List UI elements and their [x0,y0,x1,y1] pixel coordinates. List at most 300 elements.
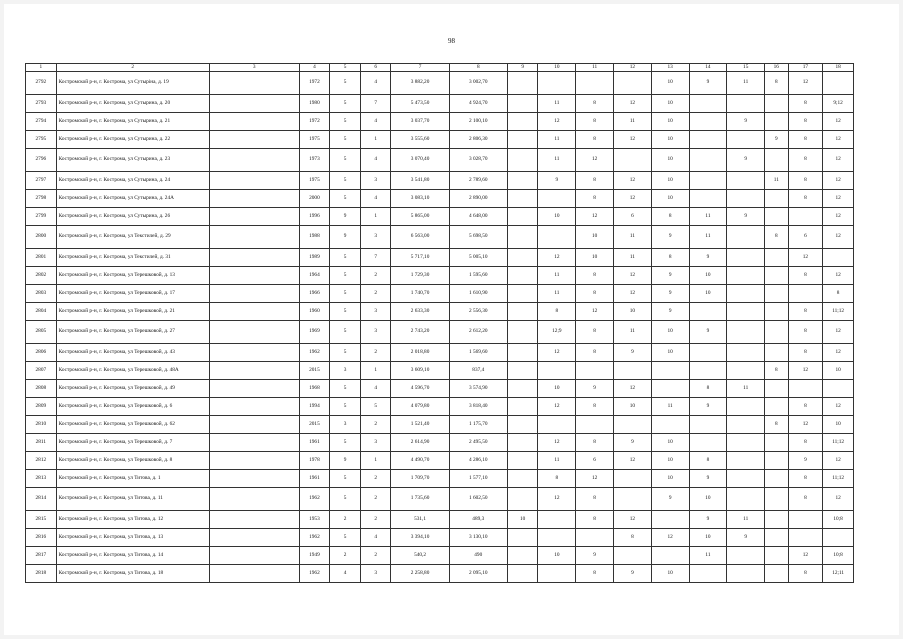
build-year: 1972 [299,113,330,131]
col-16 [765,285,788,303]
col-11: 8 [576,565,614,583]
col-17: 12 [788,362,823,380]
col-3 [209,434,299,452]
col-18: 10 [823,416,854,434]
col-11: 8 [576,267,614,285]
col-17: 8 [788,434,823,452]
column-header: 1 [26,64,57,72]
col-18: 12 [823,149,854,172]
col-16: 8 [765,362,788,380]
col-12 [614,362,652,380]
col-12: 10 [614,398,652,416]
floors: 9 [330,208,361,226]
col-13 [651,511,689,529]
col-17: 12 [788,249,823,267]
build-year: 1994 [299,398,330,416]
entrances: 5 [360,398,391,416]
col-10: 11 [538,452,576,470]
build-year: 1996 [299,208,330,226]
row-number: 2796 [26,149,57,172]
living-area: 3 028,70 [449,149,507,172]
build-year: 1949 [299,547,330,565]
entrances: 4 [360,113,391,131]
table-row [26,208,854,226]
col-17: 8 [788,190,823,208]
col-11: 8 [576,190,614,208]
total-area: 3 083,10 [391,190,449,208]
col-11: 8 [576,511,614,529]
floors: 3 [330,362,361,380]
col-10: 10 [538,547,576,565]
entrances: 1 [360,208,391,226]
build-year: 1953 [299,511,330,529]
floors: 5 [330,529,361,547]
floors: 5 [330,488,361,511]
floors: 5 [330,398,361,416]
col-16 [765,511,788,529]
col-9 [507,565,538,583]
total-area: 1 735,60 [391,488,449,511]
col-12: 9 [614,434,652,452]
floors: 2 [330,511,361,529]
table-row [26,488,854,511]
col-12: 8 [614,529,652,547]
col-11: 6 [576,452,614,470]
col-9 [507,95,538,113]
col-3 [209,285,299,303]
col-16: 8 [765,72,788,95]
col-12: 12 [614,267,652,285]
col-11: 12 [576,208,614,226]
total-area: 2 614,90 [391,434,449,452]
col-14: 10 [689,529,727,547]
col-14 [689,344,727,362]
col-3 [209,321,299,344]
entrances: 4 [360,529,391,547]
col-11: 8 [576,285,614,303]
living-area: 489,3 [449,511,507,529]
address: Костромской р-н, г. Кострома, ул Титова, д. 14 [56,547,209,565]
col-16 [765,321,788,344]
column-header: 18 [823,64,854,72]
build-year: 1964 [299,267,330,285]
col-18: 12 [823,113,854,131]
total-area: 3 070,40 [391,149,449,172]
row-number: 2818 [26,565,57,583]
floors: 5 [330,321,361,344]
address: Костромской р-н, г. Кострома, ул Терешковой, д. 48А [56,362,209,380]
entrances: 3 [360,565,391,583]
address: Костромской р-н, г. Кострома, ул Терешковой, д. 27 [56,321,209,344]
col-10: 12 [538,249,576,267]
build-year: 1969 [299,321,330,344]
living-area: 4 924,70 [449,95,507,113]
col-12: 11 [614,113,652,131]
living-area: 1 595,60 [449,267,507,285]
row-number: 2805 [26,321,57,344]
build-year: 1962 [299,344,330,362]
col-15: 9 [727,149,765,172]
col-3 [209,131,299,149]
table-row [26,249,854,267]
col-18: 10;8 [823,547,854,565]
entrances: 4 [360,149,391,172]
col-17 [788,511,823,529]
table-row [26,72,854,95]
table-row [26,547,854,565]
col-14: 9 [689,72,727,95]
column-header: 4 [299,64,330,72]
col-17: 8 [788,488,823,511]
col-12: 12 [614,190,652,208]
living-area: 3 574,90 [449,380,507,398]
living-area: 2 789,60 [449,172,507,190]
col-14 [689,190,727,208]
total-area: 4 490,70 [391,452,449,470]
entrances: 2 [360,285,391,303]
address: Костромской р-н, г. Кострома, ул Титова, д. 11 [56,488,209,511]
col-17: 9 [788,452,823,470]
col-15 [727,226,765,249]
col-14 [689,131,727,149]
col-10 [538,190,576,208]
col-14 [689,565,727,583]
col-17: 8 [788,565,823,583]
column-header: 10 [538,64,576,72]
col-12: 11 [614,321,652,344]
col-12 [614,72,652,95]
col-14: 11 [689,208,727,226]
col-10: 12;9 [538,321,576,344]
row-number: 2793 [26,95,57,113]
column-header: 2 [56,64,209,72]
col-13: 10 [651,434,689,452]
col-17: 8 [788,267,823,285]
col-15: 9 [727,529,765,547]
col-13: 11 [651,398,689,416]
col-13: 10 [651,95,689,113]
floors: 5 [330,249,361,267]
table-row [26,267,854,285]
col-14: 9 [689,470,727,488]
entrances: 3 [360,172,391,190]
col-17: 6 [788,226,823,249]
table-row [26,362,854,380]
address: Костромской р-н, г. Кострома, ул Текстилей, д. 31 [56,249,209,267]
build-year: 2015 [299,362,330,380]
col-11 [576,529,614,547]
table-row [26,380,854,398]
col-18: 12 [823,190,854,208]
address: Костромской р-н, г. Кострома, ул Терешковой, д. 8 [56,452,209,470]
column-header: 6 [360,64,391,72]
col-3 [209,488,299,511]
col-12: 12 [614,95,652,113]
col-3 [209,398,299,416]
floors: 5 [330,470,361,488]
column-header: 5 [330,64,361,72]
col-15 [727,416,765,434]
table-row [26,321,854,344]
floors: 5 [330,149,361,172]
col-12: 12 [614,172,652,190]
build-year: 1975 [299,172,330,190]
col-3 [209,470,299,488]
col-15 [727,434,765,452]
col-10: 11 [538,95,576,113]
row-number: 2816 [26,529,57,547]
row-number: 2801 [26,249,57,267]
entrances: 4 [360,72,391,95]
floors: 5 [330,434,361,452]
housing-register-table [25,63,854,583]
col-18: 10;8 [823,511,854,529]
entrances: 2 [360,344,391,362]
column-header: 14 [689,64,727,72]
table-row [26,434,854,452]
col-10: 11 [538,131,576,149]
row-number: 2797 [26,172,57,190]
col-18: 12 [823,131,854,149]
col-18: 12 [823,172,854,190]
col-11 [576,72,614,95]
col-16 [765,249,788,267]
col-18: 11;12 [823,303,854,321]
row-number: 2807 [26,362,57,380]
table-row [26,95,854,113]
col-3 [209,344,299,362]
col-15 [727,344,765,362]
col-9 [507,249,538,267]
col-3 [209,149,299,172]
col-13: 10 [651,113,689,131]
col-12 [614,470,652,488]
col-11: 8 [576,321,614,344]
col-18: 12 [823,208,854,226]
total-area: 2 743,20 [391,321,449,344]
living-area: 490 [449,547,507,565]
col-14 [689,303,727,321]
col-18: 9;12 [823,95,854,113]
total-area: 4 596,70 [391,380,449,398]
build-year: 1962 [299,488,330,511]
col-13: 10 [651,470,689,488]
col-14: 10 [689,285,727,303]
floors: 5 [330,131,361,149]
col-12 [614,416,652,434]
col-17: 8 [788,321,823,344]
col-16 [765,190,788,208]
col-15 [727,470,765,488]
col-11: 8 [576,172,614,190]
col-17 [788,285,823,303]
col-10: 12 [538,344,576,362]
col-14 [689,113,727,131]
address: Костромской р-н, г. Кострома, ул Сутырина, д. 24 [56,172,209,190]
table-row [26,470,854,488]
col-11: 8 [576,113,614,131]
row-number: 2806 [26,344,57,362]
col-10 [538,416,576,434]
col-13 [651,416,689,434]
col-10: 11 [538,149,576,172]
col-16 [765,208,788,226]
col-17: 8 [788,344,823,362]
address: Костромской р-н, г. Кострома, ул Терешковой, д. 6 [56,398,209,416]
col-11 [576,362,614,380]
build-year: 2015 [299,416,330,434]
col-3 [209,226,299,249]
col-14: 11 [689,226,727,249]
address: Костромской р-н, г. Кострома, ул Титова, д. 13 [56,529,209,547]
col-15 [727,172,765,190]
table-row [26,452,854,470]
row-number: 2795 [26,131,57,149]
build-year: 1980 [299,95,330,113]
address: Костромской р-н, г. Кострома, ул Сутырина, д. 21 [56,113,209,131]
row-number: 2792 [26,72,57,95]
entrances: 7 [360,95,391,113]
total-area: 1 709,70 [391,470,449,488]
col-16: 8 [765,226,788,249]
table-row [26,190,854,208]
col-3 [209,172,299,190]
entrances: 1 [360,362,391,380]
col-9 [507,72,538,95]
address: Костромской р-н, г. Кострома, ул Титова, д. 12 [56,511,209,529]
col-17 [788,529,823,547]
col-10 [538,529,576,547]
col-9 [507,362,538,380]
column-header: 7 [391,64,449,72]
col-12 [614,488,652,511]
col-13: 10 [651,190,689,208]
table-row [26,303,854,321]
entrances: 2 [360,488,391,511]
address: Костромской р-н, г. Кострома, ул Терешковой, д. 7 [56,434,209,452]
total-area: 5 865,00 [391,208,449,226]
col-13: 9 [651,267,689,285]
floors: 3 [330,416,361,434]
col-9 [507,488,538,511]
col-18: 12;11 [823,565,854,583]
col-15 [727,321,765,344]
address: Костромской р-н, г. Кострома, ул Текстилей, д. 29 [56,226,209,249]
col-15 [727,565,765,583]
column-header: 12 [614,64,652,72]
col-3 [209,565,299,583]
living-area: 3 818,40 [449,398,507,416]
total-area: 4 079,80 [391,398,449,416]
entrances: 2 [360,416,391,434]
table-header-row [26,64,854,72]
living-area: 837,4 [449,362,507,380]
col-17: 8 [788,172,823,190]
col-3 [209,511,299,529]
col-16 [765,470,788,488]
col-3 [209,303,299,321]
floors: 5 [330,172,361,190]
col-9 [507,226,538,249]
col-13: 10 [651,72,689,95]
col-11: 8 [576,344,614,362]
entrances: 1 [360,131,391,149]
row-number: 2808 [26,380,57,398]
col-11: 9 [576,547,614,565]
col-18: 12 [823,321,854,344]
col-14: 8 [689,380,727,398]
col-3 [209,452,299,470]
col-12: 11 [614,226,652,249]
address: Костромской р-н, г. Кострома, ул Сутырина, д. 23 [56,149,209,172]
col-13: 8 [651,208,689,226]
build-year: 1968 [299,380,330,398]
living-area: 1 175,70 [449,416,507,434]
address: Костромской р-н, г. Кострома, ул Терешковой, д. 49 [56,380,209,398]
col-11: 8 [576,398,614,416]
col-12: 12 [614,285,652,303]
total-area: 1 740,70 [391,285,449,303]
col-10: 9 [538,172,576,190]
table-row [26,285,854,303]
col-10: 8 [538,470,576,488]
col-10: 11 [538,267,576,285]
col-12: 12 [614,131,652,149]
col-11: 12 [576,470,614,488]
col-18 [823,529,854,547]
column-header: 15 [727,64,765,72]
col-15 [727,488,765,511]
col-14 [689,172,727,190]
col-11: 8 [576,131,614,149]
column-header: 9 [507,64,538,72]
col-14: 10 [689,267,727,285]
table-row [26,113,854,131]
col-17: 8 [788,131,823,149]
col-16 [765,529,788,547]
address: Костромской р-н, г. Кострома, ул Сутыріна, д. 19 [56,72,209,95]
col-11 [576,416,614,434]
col-15 [727,547,765,565]
col-14: 9 [689,398,727,416]
col-3 [209,249,299,267]
floors: 5 [330,303,361,321]
col-16 [765,149,788,172]
col-16 [765,344,788,362]
col-18 [823,249,854,267]
entrances: 4 [360,380,391,398]
col-9 [507,398,538,416]
total-area: 2 633,30 [391,303,449,321]
entrances: 4 [360,190,391,208]
col-3 [209,72,299,95]
col-13: 10 [651,172,689,190]
table-row [26,344,854,362]
col-15 [727,95,765,113]
floors: 5 [330,344,361,362]
entrances: 2 [360,470,391,488]
floors: 5 [330,267,361,285]
col-9 [507,267,538,285]
col-9 [507,321,538,344]
col-16 [765,267,788,285]
column-header: 3 [209,64,299,72]
total-area: 6 563,00 [391,226,449,249]
col-18: 12 [823,267,854,285]
col-10 [538,362,576,380]
table-row [26,172,854,190]
col-14 [689,95,727,113]
